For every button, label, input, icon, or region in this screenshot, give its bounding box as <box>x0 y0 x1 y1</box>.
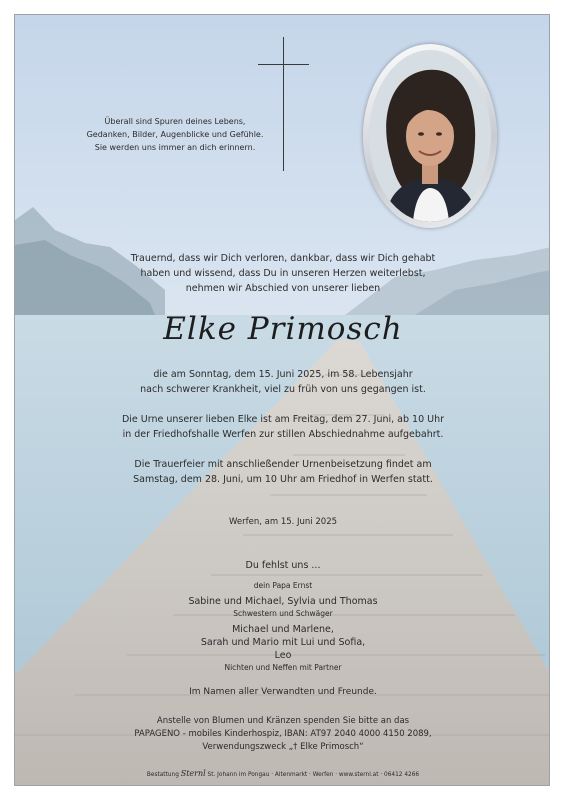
intro-line: nehmen wir Abschied von unserer lieben <box>185 283 381 294</box>
intro-line: haben und wissend, dass Du in unseren Herzen weiterlebst, <box>140 268 426 279</box>
footer-details: St. Johann im Pongau · Altenmarkt · Werfen · www.sternl.at · 06412 4266 <box>207 772 420 778</box>
footer-prefix: Bestattung <box>146 772 179 778</box>
mourner-siblings: Sabine und Michael, Sylvia und Thomas <box>188 596 378 607</box>
memorial-verse <box>75 115 275 154</box>
portrait-image <box>369 50 491 222</box>
donation-notice <box>15 715 550 754</box>
ceremony-notice <box>15 457 550 487</box>
ceremony-notice-line: Samstag, dem 28. Juni, um 10 Uhr am Friedhof in Werfen statt. <box>133 474 433 485</box>
mourner-nieces-nephews: Michael und Marlene, <box>232 624 334 635</box>
verse-line: Gedanken, Bilder, Augenblicke und Gefühle. <box>86 130 264 139</box>
missed-line: Du fehlst uns ... <box>245 560 321 571</box>
donation-line: Verwendungszweck „† Elke Primosch“ <box>202 742 364 752</box>
obituary-card <box>14 14 550 786</box>
ceremony-notice-line: Die Trauerfeier mit anschließender Urnenbeisetzung findet am <box>134 459 432 470</box>
intro-line: Trauernd, dass wir Dich verloren, dankbar, dass wir Dich gehabt <box>130 253 436 264</box>
relatives-line: Im Namen aller Verwandten und Freunde. <box>189 687 377 697</box>
mourner-father: dein Papa Ernst <box>253 581 313 590</box>
urn-notice-line: in der Friedhofshalle Werfen zur stillen Abschiednahme aufgebahrt. <box>122 429 444 440</box>
death-notice <box>15 367 550 397</box>
deceased-name: Elke Primosch <box>163 311 403 347</box>
place-date: Werfen, am 15. Juni 2025 <box>228 517 338 527</box>
verse-line: Überall sind Spuren deines Lebens, <box>104 117 246 126</box>
cross-icon-beam <box>258 64 309 65</box>
verse-line: Sie werden uns immer an dich erinnern. <box>94 143 256 152</box>
intro-text <box>15 251 550 296</box>
funeral-home-logo: Sternl <box>180 769 206 778</box>
portrait-photo <box>369 50 491 222</box>
donation-line: PAPAGENO - mobiles Kinderhospiz, IBAN: AT97 2040 4000 4150 2089, <box>134 729 432 739</box>
mourner-siblings-role: Schwestern und Schwäger <box>233 609 333 618</box>
mourner-nieces-nephews: Leo <box>274 650 292 661</box>
urn-notice <box>15 412 550 442</box>
death-notice-line: die am Sonntag, dem 15. Juni 2025, im 58. Lebensjahr <box>153 369 413 380</box>
urn-notice-line: Die Urne unserer lieben Elke ist am Freitag, dem 27. Juni, ab 10 Uhr <box>121 414 445 425</box>
mourner-nieces-nephews-role: Nichten und Neffen mit Partner <box>224 663 342 672</box>
cross-icon <box>283 37 284 171</box>
mourners-list <box>15 580 550 674</box>
death-notice-line: nach schwerer Krankheit, viel zu früh von uns gegangen ist. <box>140 384 426 395</box>
donation-line: Anstelle von Blumen und Kränzen spenden Sie bitte an das <box>156 716 410 726</box>
mourner-nieces-nephews: Sarah und Mario mit Lui und Sofia, <box>200 637 366 648</box>
funeral-home-footer <box>15 769 550 778</box>
